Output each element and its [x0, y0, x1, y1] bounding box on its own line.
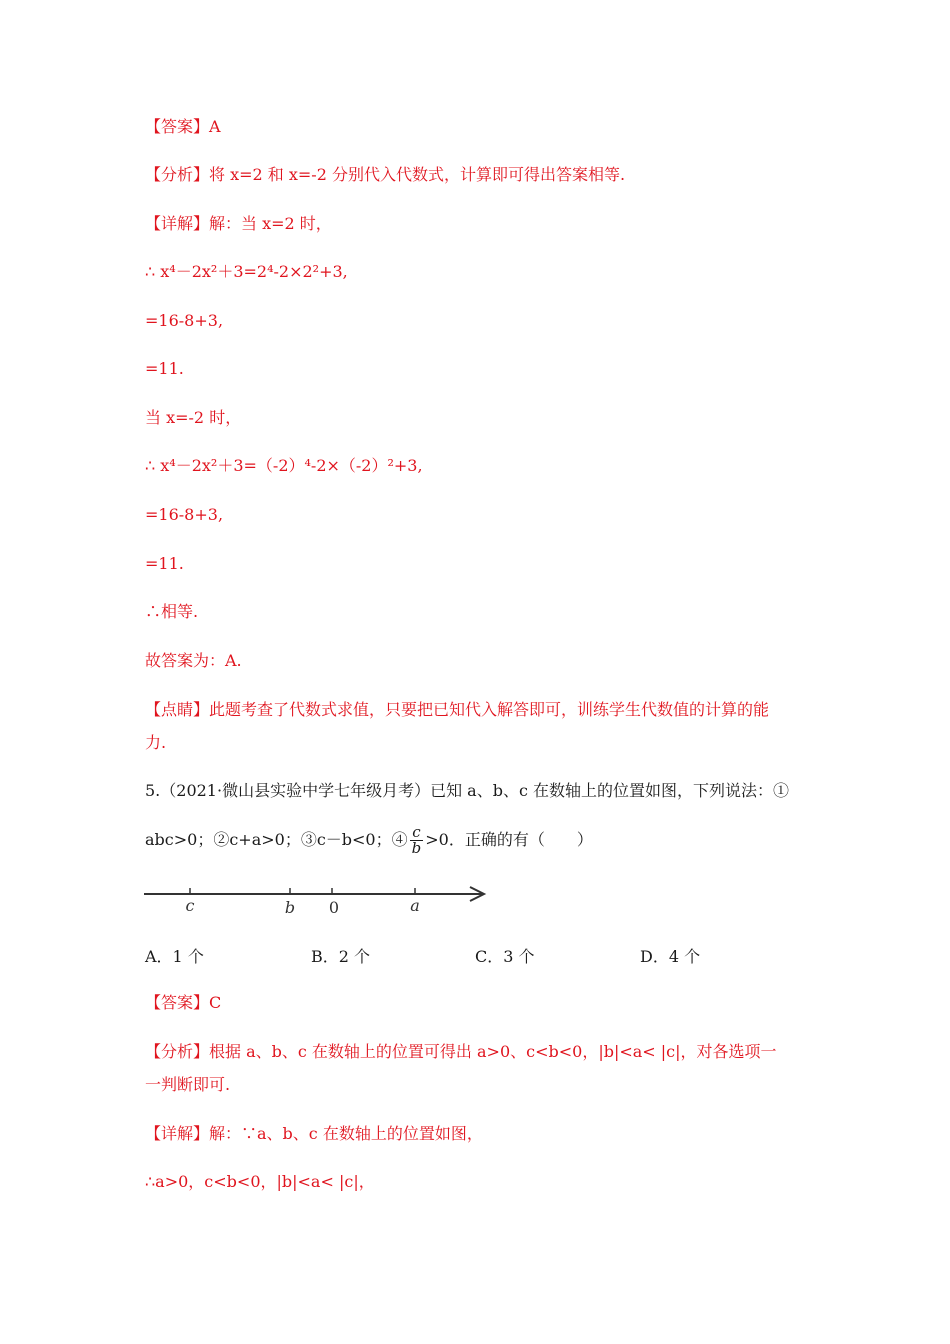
q4-detail-line-2: =16-8+3, [145, 311, 224, 330]
q4-conclusion: 故答案为：A. [145, 651, 242, 670]
q5-stem-line-1: 5.（2021·微山县实验中学七年级月考）已知 a、b、c 在数轴上的位置如图，下列说法：① [145, 781, 789, 800]
option-b: B．2 个 [311, 947, 371, 966]
q4-detail-line-1: ∴ x⁴－2x²＋3=2⁴-2×2²+3, [145, 262, 348, 281]
q4-comment-line-1: 【点睛】此题考查了代数式求值，只要把已知代入解答即可，训练学生代数值的计算的能 [145, 700, 770, 719]
q5-analysis-line-1: 【分析】根据 a、b、c 在数轴上的位置可得出 a>0、c<b<0，|b|<a< |c|，对各选项一 [145, 1042, 777, 1061]
q4-comment-line-2: 力. [145, 733, 167, 752]
label-a: a [410, 896, 420, 915]
q4-answer: 【答案】A [145, 117, 221, 136]
option-a: A．1 个 [145, 947, 204, 966]
q4-detail-line-4: 当 x=-2 时， [145, 408, 242, 427]
q4-detail-line-8: ∴相等. [145, 602, 199, 621]
label-zero: 0 [328, 898, 340, 917]
q5-stem-part-a: abc>0；②c+a>0；③c－b<0；④ [145, 830, 408, 849]
option-c: C．3 个 [475, 947, 535, 966]
q4-detail-heading: 【详解】解：当 x=2 时， [145, 214, 332, 233]
fraction-numerator: c [410, 825, 424, 841]
q5-analysis-line-2: 一判断即可. [145, 1075, 231, 1094]
label-c: c [185, 896, 195, 915]
q4-detail-line-3: =11. [145, 359, 184, 378]
q5-detail-heading: 【详解】解：∵a、b、c 在数轴上的位置如图， [145, 1124, 483, 1143]
q5-detail-line-1: ∴a>0，c<b<0，|b|<a< |c|， [145, 1172, 375, 1191]
q5-stem-line-2 [145, 820, 815, 860]
q4-detail-line-7: =11. [145, 554, 184, 573]
q5-options [145, 944, 815, 968]
q4-detail-line-6: =16-8+3, [145, 505, 224, 524]
option-d: D．4 个 [640, 947, 701, 966]
label-b: b [284, 898, 296, 917]
q4-detail-line-5: ∴ x⁴－2x²＋3=（-2）⁴-2×（-2）²+3, [145, 456, 423, 475]
q4-analysis: 【分析】将 x=2 和 x=-2 分别代入代数式，计算即可得出答案相等. [145, 165, 626, 184]
number-line-figure [142, 880, 492, 920]
q5-answer: 【答案】C [145, 993, 222, 1012]
fraction-denominator: b [411, 839, 422, 857]
q5-stem-part-b: >0．正确的有（ ） [425, 830, 593, 849]
c-over-b-fraction [410, 825, 424, 856]
